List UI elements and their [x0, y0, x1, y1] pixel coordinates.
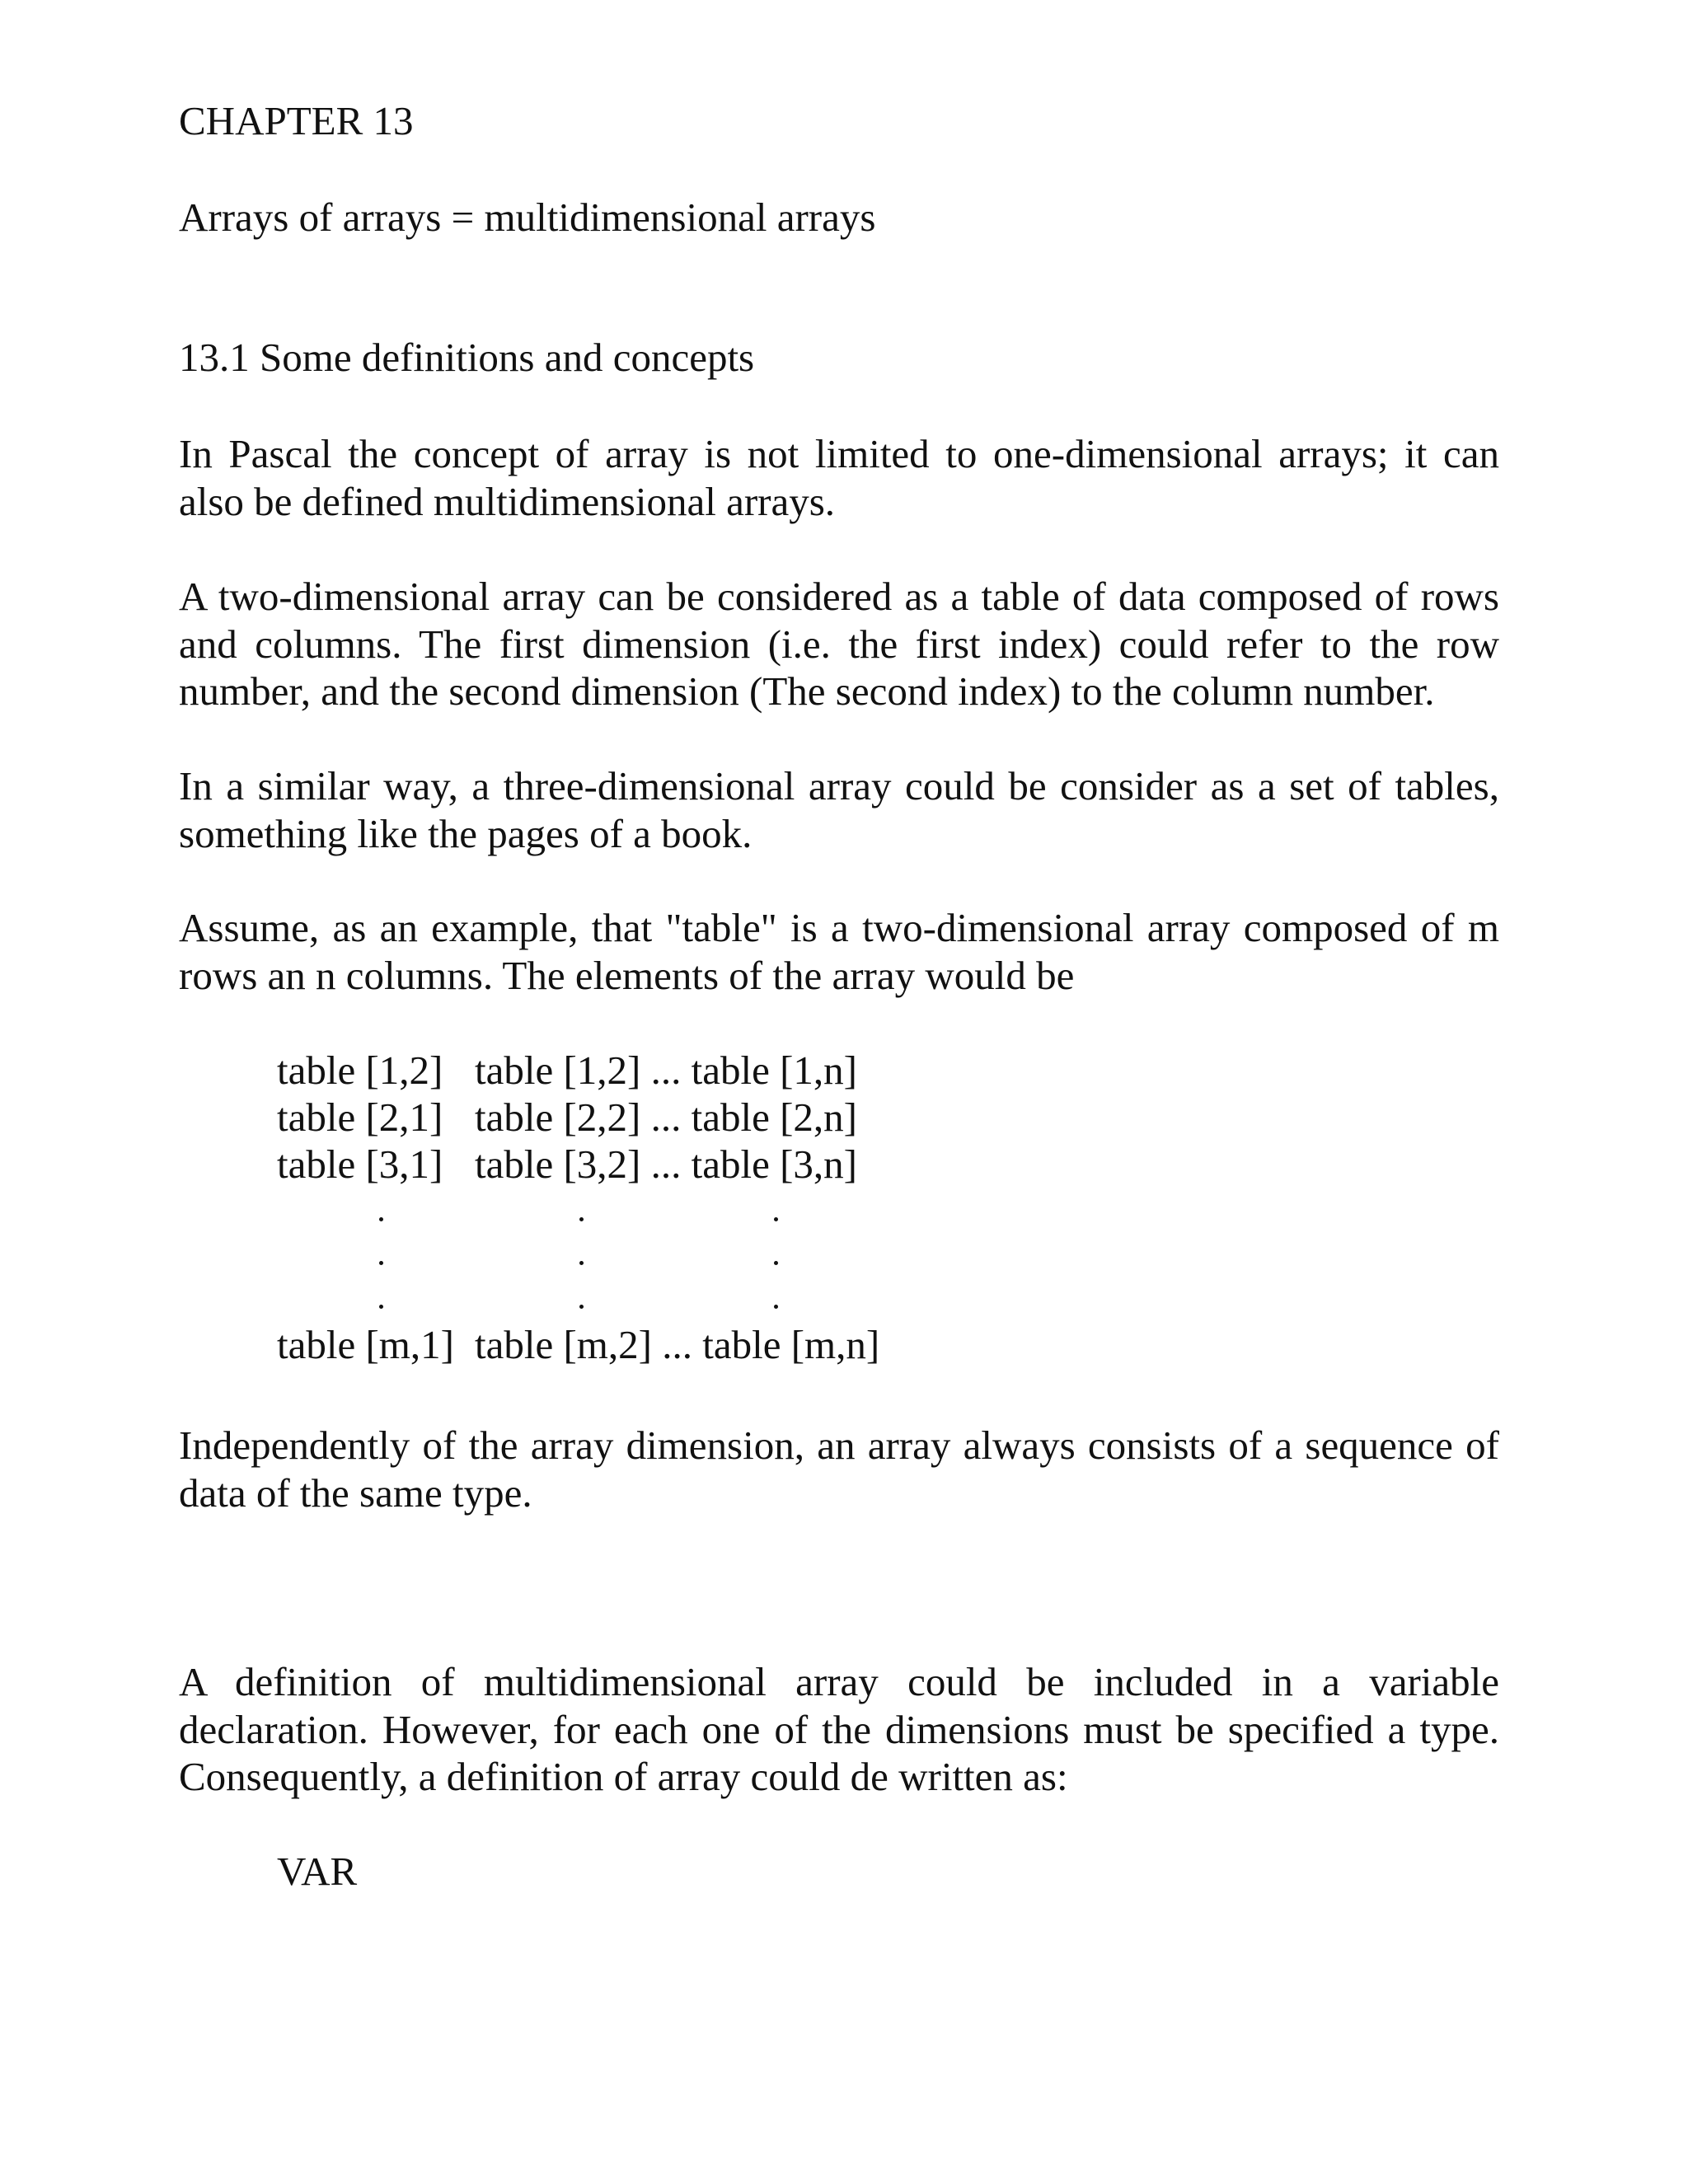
- section-heading: 13.1 Some definitions and concepts: [179, 335, 755, 380]
- chapter-heading: CHAPTER 13: [179, 98, 414, 143]
- paragraph-line: declaration. However, for each one of the dimensions must be specified a type.: [179, 1706, 1499, 1752]
- dot-icon: [379, 1261, 383, 1265]
- paragraph-2: [179, 573, 1499, 715]
- paragraph-line: Independently of the array dimension, an array always consists of a sequence of: [179, 1422, 1499, 1468]
- paragraph-line: something like the pages of a book.: [179, 810, 753, 856]
- chapter-title: Arrays of arrays = multidimensional arrays: [179, 194, 876, 240]
- paragraph-4: [179, 904, 1499, 999]
- dot-icon: [579, 1305, 584, 1309]
- dot-icon: [774, 1305, 778, 1309]
- dot-icon: [774, 1217, 778, 1221]
- paragraph-line: A two-dimensional array can be considered as a table of data composed of rows: [179, 574, 1499, 619]
- dot-icon: [379, 1305, 383, 1309]
- dot-icon: [379, 1217, 383, 1221]
- table-cell: table [1,2]: [277, 1047, 443, 1093]
- paragraph-line: number, and the second dimension (The second index) to the column number.: [179, 668, 1435, 714]
- table-cell: table [1,2] ... table [1,n]: [475, 1047, 857, 1093]
- table-cell: table [3,1]: [277, 1141, 443, 1187]
- table-cell: table [3,2] ... table [3,n]: [475, 1141, 857, 1187]
- table-cell: table [m,2] ... table [m,n]: [475, 1322, 880, 1367]
- paragraph-line: also be defined multidimensional arrays.: [179, 478, 836, 524]
- paragraph-line: In a similar way, a three-dimensional array could be consider as a set of tables,: [179, 763, 1499, 808]
- paragraph-line: data of the same type.: [179, 1469, 532, 1516]
- paragraph-line: Assume, as an example, that "table" is a two-dimensional array composed of m: [179, 905, 1499, 950]
- paragraph-3: [179, 762, 1499, 857]
- table-cell: table [m,1]: [277, 1322, 454, 1367]
- paragraph-line: and columns. The first dimension (i.e. the first index) could refer to the row: [179, 621, 1499, 667]
- paragraph-1: [179, 430, 1499, 525]
- dot-icon: [579, 1261, 584, 1265]
- dot-icon: [774, 1261, 778, 1265]
- paragraph-line: In Pascal the concept of array is not limited to one-dimensional arrays; it can: [179, 431, 1499, 476]
- paragraph-6: [179, 1658, 1499, 1801]
- dot-icon: [579, 1217, 584, 1221]
- table-cell: table [2,1]: [277, 1094, 443, 1140]
- paragraph-line: A definition of multidimensional array could be included in a variable: [179, 1659, 1499, 1704]
- paragraph-line: Consequently, a definition of array could de written as:: [179, 1754, 1068, 1799]
- paragraph-5: [179, 1422, 1499, 1516]
- code-var-keyword: VAR: [277, 1849, 358, 1894]
- paragraph-line: rows an n columns. The elements of the array would be: [179, 952, 1075, 998]
- table-cell: table [2,2] ... table [2,n]: [475, 1094, 857, 1140]
